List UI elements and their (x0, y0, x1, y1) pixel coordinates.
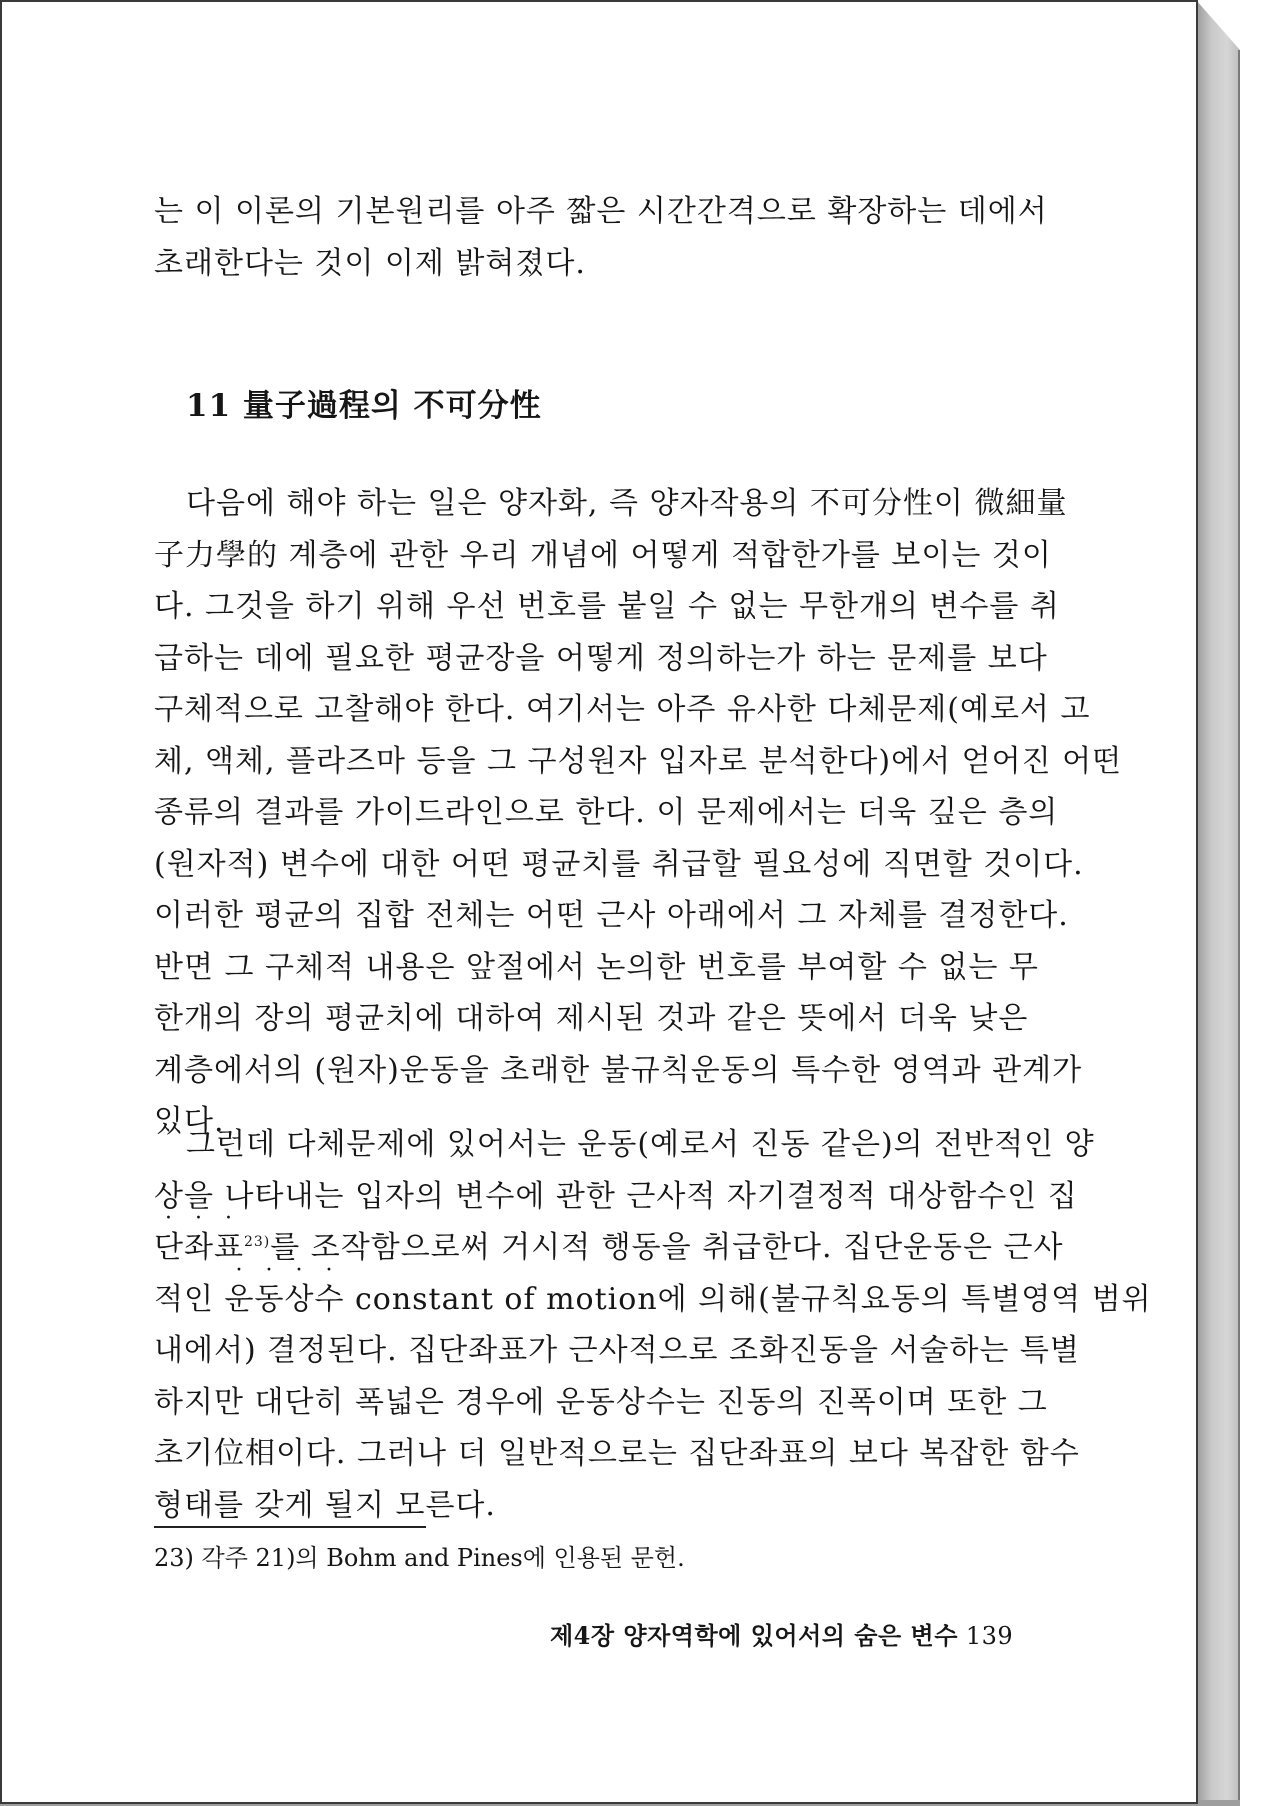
text-line: 하지만 대단히 폭넓은 경우에 운동상수는 진동의 진폭이며 또한 그 (154, 1384, 1048, 1420)
paragraph-2 (154, 1119, 1152, 1531)
text-line: 계층에서의 (원자)운동을 초래한 불규칙운동의 특수한 영역과 관계가 (154, 1052, 1083, 1088)
paragraph-1 (154, 478, 1123, 1148)
text-line-emphasis (154, 1222, 1064, 1274)
section-heading: 11 量子過程의 不可分性 (186, 388, 542, 424)
text-line: 초기位相이다. 그러나 더 일반적으로는 집단좌표의 보다 복잡한 함수 (154, 1436, 1080, 1471)
emphasis-char: 좌 (183, 1230, 214, 1265)
text-line: 내에서) 결정된다. 집단좌표가 근사적으로 조화진동을 서술하는 특별 (154, 1333, 1080, 1368)
intro-paragraph (154, 186, 1054, 290)
text-line: 상을 나타내는 입자의 변수에 관한 근사적 자기결정적 대상함수인 집 (154, 1178, 1078, 1214)
footnote: 23) 각주 21)의 Bohm and Pines에 인용된 문헌. (154, 1544, 685, 1572)
text-line: 체, 액체, 플라즈마 등을 그 구성원자 입자로 분석한다)에서 얻어진 어떤 (154, 743, 1123, 779)
running-title: 제4장 양자역학에 있어서의 숨은 변수 (550, 1621, 958, 1650)
text-line: 있다. (154, 1104, 225, 1139)
text-line: 급하는 데에 필요한 평균장을 어떻게 정의하는가 하는 문제를 보다 (154, 640, 1048, 676)
text-run: 를 조작함으로써 거시적 행동을 취급한다. 집단운동은 근사 (270, 1230, 1064, 1265)
text-line: 그런데 다체문제에 있어서는 운동(예로서 진동 같은)의 전반적인 양 (186, 1127, 1095, 1162)
text-line: 다. 그것을 하기 위해 우선 번호를 붙일 수 없는 무한개의 변수를 취 (154, 589, 1060, 624)
book-edge-right (1196, 0, 1240, 1806)
text-line: 구체적으로 고찰해야 한다. 여기서는 아주 유사한 다체문제(예로서 고 (154, 692, 1091, 727)
text-line: (원자적) 변수에 대한 어떤 평균치를 취급할 필요성에 직면할 것이다. (154, 846, 1084, 882)
emphasis-char: 운 (224, 1281, 255, 1317)
emphasis-char: 단 (154, 1230, 184, 1265)
text-line: 형태를 갖게 될지 모른다. (154, 1487, 496, 1523)
text-run: constant of motion에 의해(불규칙요동의 특별영역 범위 (344, 1281, 1152, 1317)
footnote-divider (154, 1526, 426, 1528)
page-number: 139 (965, 1622, 1014, 1650)
text-line: 다음에 해야 하는 일은 양자화, 즉 양자작용의 不可分性이 微細量 (186, 486, 1068, 521)
text-line: 한개의 장의 평균치에 대하여 제시된 것과 같은 뜻에서 더욱 낮은 (154, 1001, 1029, 1036)
text-line: 子力學的 계층에 관한 우리 개념에 어떻게 적합한가를 보이는 것이 (154, 537, 1052, 573)
text-line: 는 이 이론의 기본원리를 아주 짧은 시간간격으로 확장하는 데에서 (154, 194, 1048, 229)
text-line-emphasis (154, 1274, 1152, 1326)
text-line: 종류의 결과를 가이드라인으로 한다. 이 문제에서는 더욱 깊은 층의 (154, 795, 1059, 830)
emphasis-char: 상 (284, 1281, 315, 1317)
emphasis-char: 동 (254, 1281, 285, 1317)
emphasis-char: 수 (314, 1281, 345, 1317)
book-edge-line (1238, 50, 1240, 1806)
text-line: 이러한 평균의 집합 전체는 어떤 근사 아래에서 그 자체를 결정한다. (154, 898, 1069, 933)
emphasis-char: 표 (213, 1230, 244, 1265)
text-line: 초래한다는 것이 이제 밝혀졌다. (154, 246, 586, 281)
footnote-mark[interactable]: 23) (243, 1234, 271, 1250)
text-line: 반면 그 구체적 내용은 앞절에서 논의한 번호를 부여할 수 없는 무 (154, 949, 1039, 985)
text-run: 적인 (154, 1281, 225, 1317)
running-footer (550, 1616, 1013, 1651)
